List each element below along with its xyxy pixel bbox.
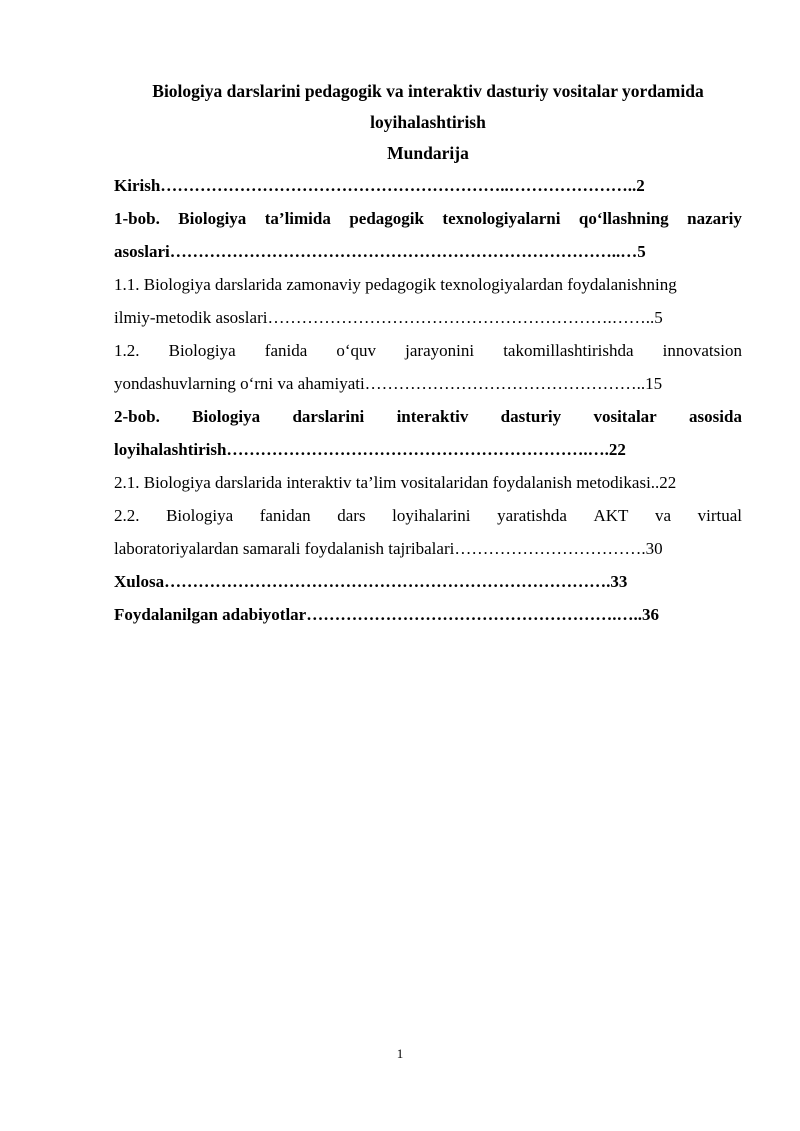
toc-word: AKT <box>593 506 629 525</box>
toc-entry-2-2-line-2: laboratoriyalardan samarali foydalanish tajribalari…………………………….30 <box>114 539 663 558</box>
document-page <box>114 76 742 631</box>
toc-entry-bob-2-line-2: loyihalashtirish……………………………………………………….….22 <box>114 440 626 459</box>
toc-entry-kirish <box>114 169 742 202</box>
toc-entry-2-2 <box>114 499 742 565</box>
toc-word: nazariy <box>687 209 742 228</box>
toc-word: takomillashtirishda <box>503 341 634 360</box>
toc-entry-2-1 <box>114 466 742 499</box>
toc-entry-1-2 <box>114 334 742 400</box>
toc-entry-bob-1-line-1 <box>114 202 742 235</box>
toc-word: dars <box>337 506 366 525</box>
toc-entry-1-1-line-2: ilmiy-metodik asoslari…………………………………………………….……..5 <box>114 308 663 327</box>
toc-entry-2-1-text: 2.1. Biologiya darslarida interaktiv ta’lim vositalaridan foydalanish metodikasi..22 <box>114 473 677 492</box>
table-of-contents <box>114 169 742 631</box>
toc-entry-bob-1 <box>114 202 742 268</box>
toc-word: 1-bob. <box>114 209 160 228</box>
toc-word: 2-bob. <box>114 407 160 426</box>
toc-entry-1-1 <box>114 268 742 334</box>
toc-word: interaktiv <box>396 407 469 426</box>
toc-entry-1-1-line-1: 1.1. Biologiya darslarida zamonaviy pedagogik texnologiyalardan foydalanishning <box>114 275 677 294</box>
toc-entry-kirish-text: Kirish……………………………………………………..…………………..2 <box>114 176 645 195</box>
toc-word: qo‘llashning <box>578 209 669 228</box>
toc-heading: Mundarija <box>387 143 469 163</box>
document-title-line-1: Biologiya darslarini pedagogik va interaktiv dasturiy vositalar yordamida <box>152 81 704 101</box>
toc-word: va <box>655 506 672 525</box>
toc-word: 1.2. <box>114 341 140 360</box>
document-title-line-2: loyihalashtirish <box>370 112 486 132</box>
toc-entry-adabiyotlar-text: Foydalanilgan adabiyotlar……………………………………………….…..36 <box>114 605 659 624</box>
toc-word: vositalar <box>593 407 657 426</box>
toc-entry-bob-2-line-1 <box>114 400 742 433</box>
toc-entry-bob-2 <box>114 400 742 466</box>
page-number: 1 <box>396 1046 404 1061</box>
toc-word: fanida <box>264 341 308 360</box>
toc-word: yaratishda <box>497 506 567 525</box>
toc-word: o‘quv <box>336 341 377 360</box>
toc-word: darslarini <box>292 407 365 426</box>
toc-word: jarayonini <box>405 341 475 360</box>
toc-word: innovatsion <box>662 341 742 360</box>
toc-word: texnologiyalarni <box>442 209 561 228</box>
toc-entry-1-2-line-1 <box>114 334 742 367</box>
toc-word: asosida <box>689 407 742 426</box>
toc-entry-xulosa <box>114 565 742 598</box>
toc-entry-adabiyotlar <box>114 598 742 631</box>
toc-entry-2-2-line-1 <box>114 499 742 532</box>
toc-word: virtual <box>697 506 742 525</box>
toc-entry-1-2-line-2: yondashuvlarning o‘rni va ahamiyati…………………………………………..15 <box>114 374 663 393</box>
toc-word: Biologiya <box>192 407 261 426</box>
toc-word: loyihalarini <box>392 506 471 525</box>
toc-word: 2.2. <box>114 506 140 525</box>
toc-word: Biologiya <box>166 506 234 525</box>
toc-word: Biologiya <box>168 341 236 360</box>
toc-word: Biologiya <box>178 209 247 228</box>
toc-word: dasturiy <box>500 407 562 426</box>
toc-entry-bob-1-line-2: asoslari……………………………………………………………………..…5 <box>114 242 646 261</box>
toc-word: fanidan <box>259 506 311 525</box>
toc-word: ta’limida <box>264 209 331 228</box>
toc-entry-xulosa-text: Xulosa…………………………………………………………………….33 <box>114 572 628 591</box>
toc-word: pedagogik <box>349 209 424 228</box>
